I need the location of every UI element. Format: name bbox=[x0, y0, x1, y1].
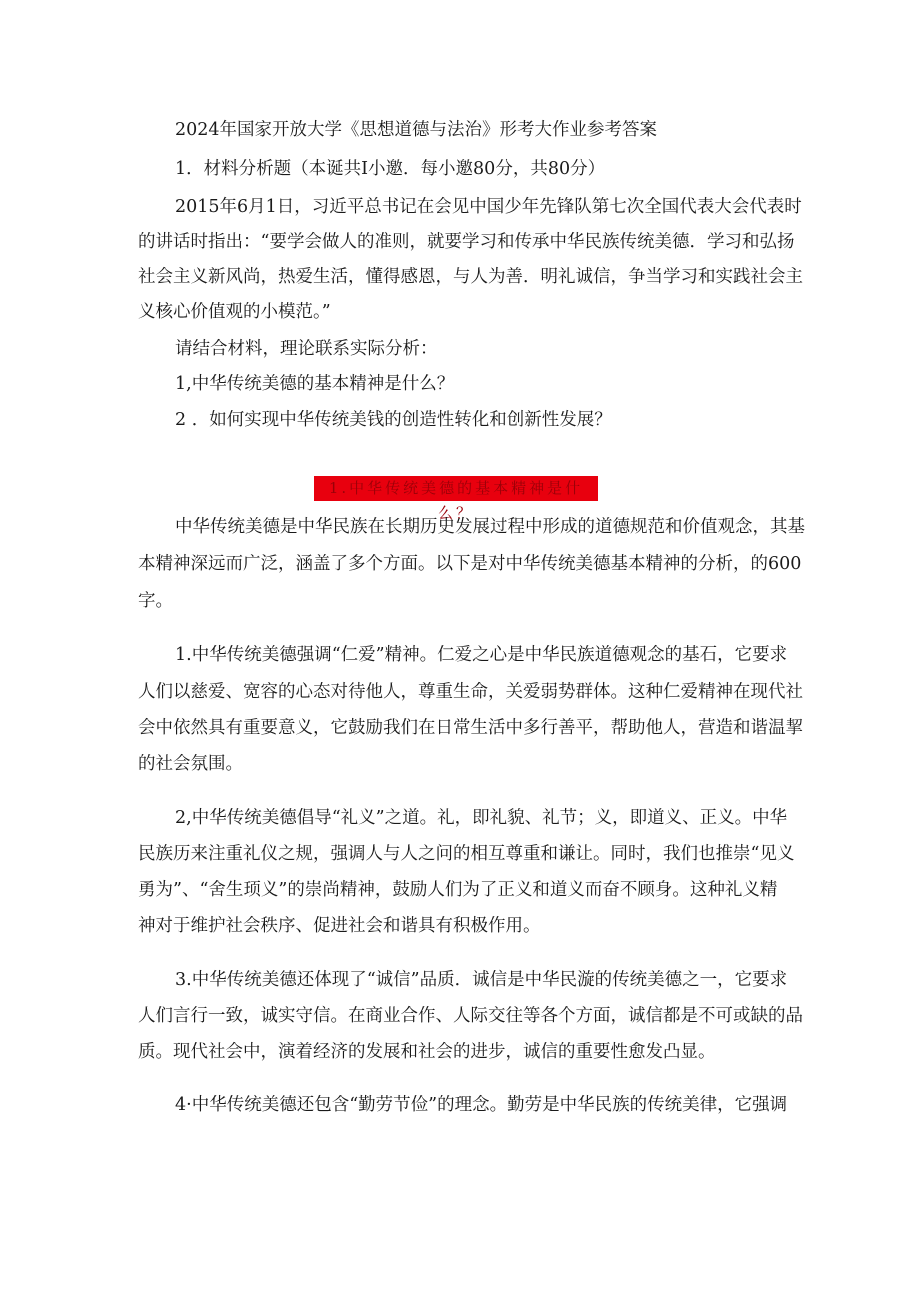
point-line: 的社会氛围。 bbox=[138, 754, 243, 774]
material-line: 2015年6月1日，习近平总书记在会见中国少年先锋队第七次全国代表大会代表时 bbox=[175, 197, 802, 217]
point-line: 1.中华传统美德强调“仁爱”精神。仁爱之心是中华民族道德观念的基石，它要求 bbox=[175, 645, 788, 665]
point-line: 会中依然具有重要意义，它鼓励我们在日常生活中多行善平，帮助他人，营造和谐温挈 bbox=[138, 718, 803, 738]
point-line: 人们言行一致，诚实守信。在商业合作、人际交往等各个方面，诚信都是不可或缺的品 bbox=[138, 1006, 803, 1026]
analysis-prompt: 请结合材料，理论联系实际分析： bbox=[175, 339, 438, 359]
answer-heading-banner: 1.中华传统美德的基本精神是什么？ bbox=[314, 476, 598, 501]
question-2: 2 ．如何实现中华传统美钱的创造性转化和创新性发展？ bbox=[175, 410, 612, 430]
intro-line: 字。 bbox=[138, 591, 173, 611]
point-line: 民族历来注重礼仪之规，强调人与人之问的相互尊重和谦让。同时，我们也推崇“见义 bbox=[138, 844, 795, 864]
point-line: 神对于维护社会秩序、促进社会和谐具有积极作用。 bbox=[138, 916, 541, 936]
material-line: 的讲话时指出：“要学会做人的准则，就要学习和传承中华民族传统美德．学习和弘扬 bbox=[138, 232, 795, 252]
point-line: 勇为”、“舍生顼义”的崇尚精神，鼓励人们为了正义和道义而奋不顾身。这种礼义精 bbox=[138, 880, 778, 900]
point-line: 质。现代社会中，演着经济的发展和社会的进步，诚信的重要性愈发凸显。 bbox=[138, 1042, 716, 1062]
point-line: 4·中华传统美德还包含“勤劳节俭”的理念。勤劳是中华民族的传统美律，它强调 bbox=[175, 1095, 788, 1115]
material-line: 社会主义新风尚，热爱生活，懂得感恩，与人为善．明礼诚信，争当学习和实践社会主 bbox=[138, 267, 803, 287]
point-line: 人们以慈爱、宽容的心态对待他人，尊重生命，关爱弱势群体。这种仁爱精神在现代社 bbox=[138, 682, 803, 702]
material-line: 义核心价值观的小模范。” bbox=[138, 302, 331, 322]
intro-line: 本精神深远而广泛，涵盖了多个方面。以下是对中华传统美德基本精神的分析，的600 bbox=[138, 554, 802, 574]
question-header: 1．材料分析题（本诞共I小邀．每小邀80分，共80分） bbox=[175, 159, 606, 179]
question-1: 1,中华传统美德的基本精神是什么？ bbox=[175, 374, 455, 394]
document-title: 2024年国家开放大学《思想道德与法治》形考大作业参考答案 bbox=[175, 120, 658, 140]
point-line: 3.中华传统美德还体现了“诚信”品质．诚信是中华民漩的传统美德之一，它要求 bbox=[175, 970, 788, 990]
intro-line: 中华传统美德是中华民族在长期历史发展过程中形成的道德规范和价值观念，其基 bbox=[175, 517, 805, 537]
point-line: 2,中华传统美德倡导“礼义”之道。礼，即礼貌、礼节；义，即道义、正义。中华 bbox=[175, 808, 788, 828]
